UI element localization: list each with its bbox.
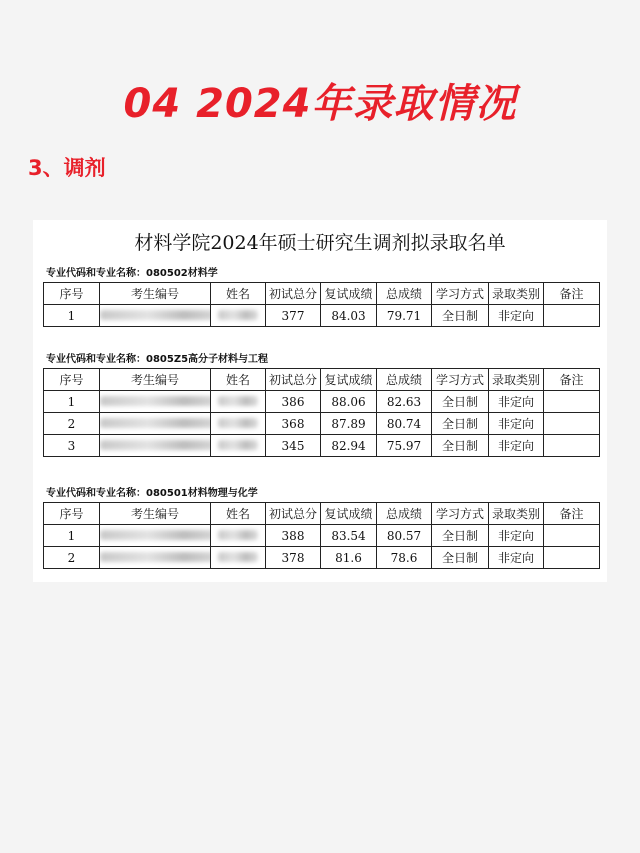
sheet-title: 材料学院2024年硕士研究生调剂拟录取名单 [134, 232, 506, 254]
candidate-id-redacted [100, 525, 211, 547]
admission-category: 非定向 [489, 435, 544, 457]
col-header: 姓名 [211, 503, 266, 525]
candidate-name-redacted [211, 413, 266, 435]
col-header: 录取类别 [489, 503, 544, 525]
note [544, 413, 600, 435]
row-number: 1 [44, 391, 100, 413]
admission-list-sheet [33, 220, 607, 582]
total-score: 79.71 [377, 305, 432, 327]
table-header-row [44, 369, 600, 391]
table-row [44, 413, 600, 435]
table-row [44, 391, 600, 413]
row-number: 2 [44, 547, 100, 569]
study-mode: 全日制 [432, 525, 489, 547]
row-number: 2 [44, 413, 100, 435]
initial-score: 377 [266, 305, 321, 327]
total-score: 75.97 [377, 435, 432, 457]
col-header: 复试成绩 [321, 369, 377, 391]
retest-score: 84.03 [321, 305, 377, 327]
admission-category: 非定向 [489, 391, 544, 413]
candidate-id-redacted [100, 435, 211, 457]
initial-score: 345 [266, 435, 321, 457]
table-row [44, 547, 600, 569]
col-header: 考生编号 [100, 283, 211, 305]
note [544, 435, 600, 457]
candidate-name-redacted [211, 305, 266, 327]
candidate-name-redacted [211, 547, 266, 569]
total-score: 82.63 [377, 391, 432, 413]
admission-table [43, 282, 600, 327]
table-row [44, 525, 600, 547]
col-header: 初试总分 [266, 503, 321, 525]
note [544, 305, 600, 327]
col-header: 姓名 [211, 283, 266, 305]
initial-score: 388 [266, 525, 321, 547]
candidate-id-redacted [100, 305, 211, 327]
major-label: 专业代码和专业名称：080502材料学 [46, 268, 218, 279]
major-label: 专业代码和专业名称：080501材料物理与化学 [46, 488, 258, 499]
col-header: 序号 [44, 283, 100, 305]
retest-score: 88.06 [321, 391, 377, 413]
candidate-id-redacted [100, 413, 211, 435]
col-header: 总成绩 [377, 283, 432, 305]
col-header: 总成绩 [377, 369, 432, 391]
note [544, 547, 600, 569]
study-mode: 全日制 [432, 435, 489, 457]
admission-category: 非定向 [489, 525, 544, 547]
section-subhead: 3、调剂 [28, 156, 106, 180]
col-header: 录取类别 [489, 369, 544, 391]
candidate-id-redacted [100, 547, 211, 569]
col-header: 学习方式 [432, 503, 489, 525]
candidate-name-redacted [211, 391, 266, 413]
table-row [44, 305, 600, 327]
candidate-id-redacted [100, 391, 211, 413]
major-label: 专业代码和专业名称：0805Z5高分子材料与工程 [46, 354, 269, 365]
initial-score: 378 [266, 547, 321, 569]
study-mode: 全日制 [432, 305, 489, 327]
row-number: 1 [44, 525, 100, 547]
col-header: 初试总分 [266, 283, 321, 305]
retest-score: 82.94 [321, 435, 377, 457]
col-header: 复试成绩 [321, 283, 377, 305]
retest-score: 83.54 [321, 525, 377, 547]
table-header-row [44, 503, 600, 525]
col-header: 备注 [544, 369, 600, 391]
note [544, 391, 600, 413]
total-score: 80.74 [377, 413, 432, 435]
candidate-name-redacted [211, 435, 266, 457]
table-row [44, 435, 600, 457]
col-header: 序号 [44, 503, 100, 525]
admission-category: 非定向 [489, 305, 544, 327]
col-header: 总成绩 [377, 503, 432, 525]
col-header: 录取类别 [489, 283, 544, 305]
note [544, 525, 600, 547]
candidate-name-redacted [211, 525, 266, 547]
row-number: 1 [44, 305, 100, 327]
study-mode: 全日制 [432, 391, 489, 413]
col-header: 初试总分 [266, 369, 321, 391]
col-header: 序号 [44, 369, 100, 391]
row-number: 3 [44, 435, 100, 457]
total-score: 80.57 [377, 525, 432, 547]
study-mode: 全日制 [432, 413, 489, 435]
admission-table [43, 502, 600, 569]
admission-category: 非定向 [489, 413, 544, 435]
col-header: 备注 [544, 503, 600, 525]
col-header: 学习方式 [432, 369, 489, 391]
admission-category: 非定向 [489, 547, 544, 569]
col-header: 考生编号 [100, 369, 211, 391]
table-header-row [44, 283, 600, 305]
col-header: 复试成绩 [321, 503, 377, 525]
initial-score: 386 [266, 391, 321, 413]
retest-score: 81.6 [321, 547, 377, 569]
col-header: 学习方式 [432, 283, 489, 305]
col-header: 备注 [544, 283, 600, 305]
col-header: 姓名 [211, 369, 266, 391]
total-score: 78.6 [377, 547, 432, 569]
admission-table [43, 368, 600, 457]
retest-score: 87.89 [321, 413, 377, 435]
headline: 04 2024年录取情况 [123, 81, 517, 127]
study-mode: 全日制 [432, 547, 489, 569]
col-header: 考生编号 [100, 503, 211, 525]
initial-score: 368 [266, 413, 321, 435]
